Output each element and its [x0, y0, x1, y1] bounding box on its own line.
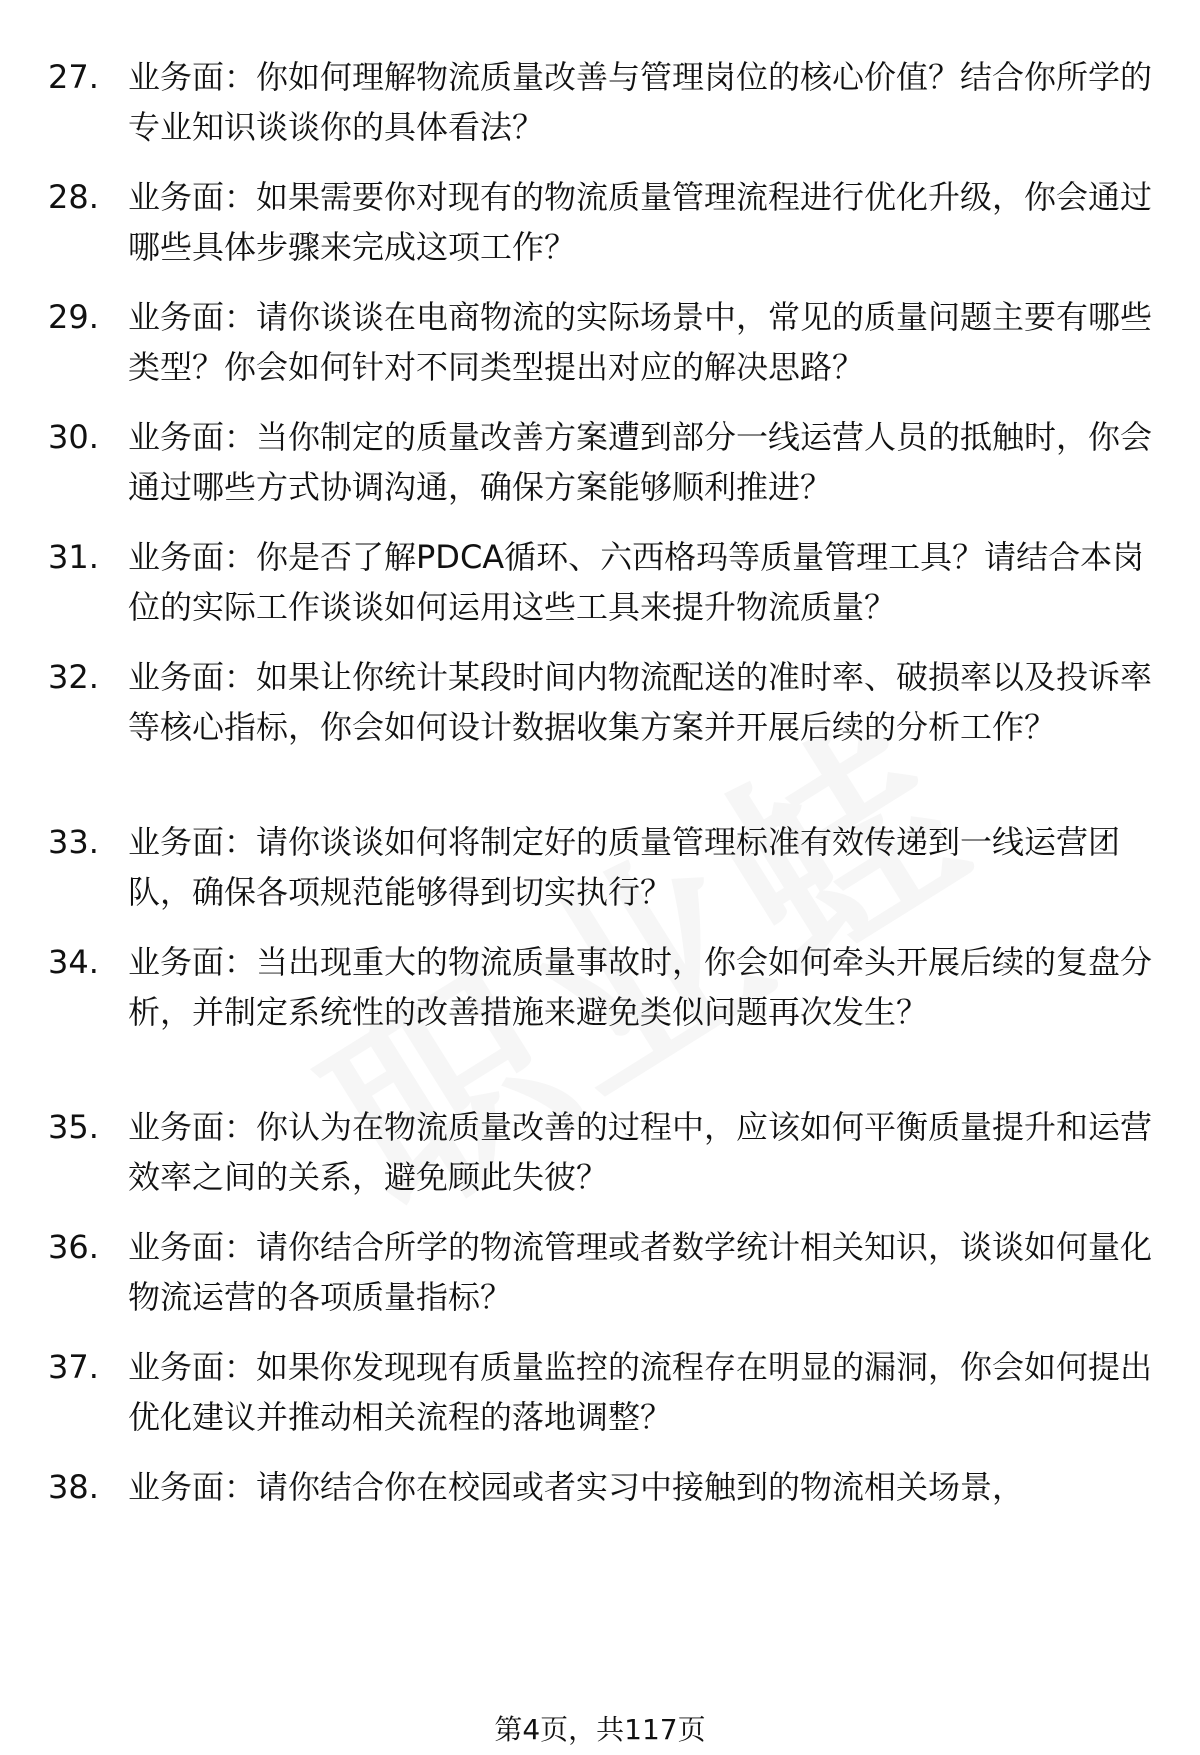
question-text: 业务面：你如何理解物流质量改善与管理岗位的核心价值？结合你所学的专业知识谈谈你的具体看法？	[128, 58, 1153, 146]
question-text: 业务面：请你结合你在校园或者实习中接触到的物流相关场景，	[128, 1468, 1025, 1506]
question-text: 业务面：你是否了解PDCA循环、六西格玛等质量管理工具？请结合本岗位的实际工作谈谈如何运用这些工具来提升物流质量？	[128, 538, 1145, 626]
page-footer: 第4页，共117页	[494, 1713, 706, 1746]
question-number: 36.	[48, 1228, 99, 1266]
question-number: 29.	[48, 298, 99, 336]
question-number: 35.	[48, 1108, 99, 1146]
question-number: 34.	[48, 943, 99, 981]
question-number: 32.	[48, 658, 99, 696]
question-number: 31.	[48, 538, 99, 576]
question-number: 38.	[48, 1468, 99, 1506]
question-text: 业务面：如果你发现现有质量监控的流程存在明显的漏洞，你会如何提出优化建议并推动相关流程的落地调整？	[128, 1348, 1153, 1436]
question-text: 业务面：如果需要你对现有的物流质量管理流程进行优化升级，你会通过哪些具体步骤来完成这项工作？	[128, 178, 1153, 266]
question-number: 30.	[48, 418, 99, 456]
question-text: 业务面：你认为在物流质量改善的过程中，应该如何平衡质量提升和运营效率之间的关系，避免顾此失彼？	[128, 1108, 1153, 1196]
question-text: 业务面：如果让你统计某段时间内物流配送的准时率、破损率以及投诉率等核心指标，你会如何设计数据收集方案并开展后续的分析工作？	[128, 658, 1153, 746]
question-text: 业务面：当你制定的质量改善方案遭到部分一线运营人员的抵触时，你会通过哪些方式协调沟通，确保方案能够顺利推进？	[128, 418, 1153, 506]
question-number: 37.	[48, 1348, 99, 1386]
question-number: 27.	[48, 58, 99, 96]
question-text: 业务面：请你谈谈如何将制定好的质量管理标准有效传递到一线运营团队，确保各项规范能够得到切实执行？	[128, 823, 1121, 911]
question-text: 业务面：请你谈谈在电商物流的实际场景中，常见的质量问题主要有哪些类型？你会如何针对不同类型提出对应的解决思路？	[128, 298, 1153, 386]
question-text: 业务面：请你结合所学的物流管理或者数学统计相关知识，谈谈如何量化物流运营的各项质量指标？	[128, 1228, 1153, 1316]
question-number: 28.	[48, 178, 99, 216]
question-number: 33.	[48, 823, 99, 861]
question-text: 业务面：当出现重大的物流质量事故时，你会如何牵头开展后续的复盘分析，并制定系统性的改善措施来避免类似问题再次发生？	[128, 943, 1153, 1031]
